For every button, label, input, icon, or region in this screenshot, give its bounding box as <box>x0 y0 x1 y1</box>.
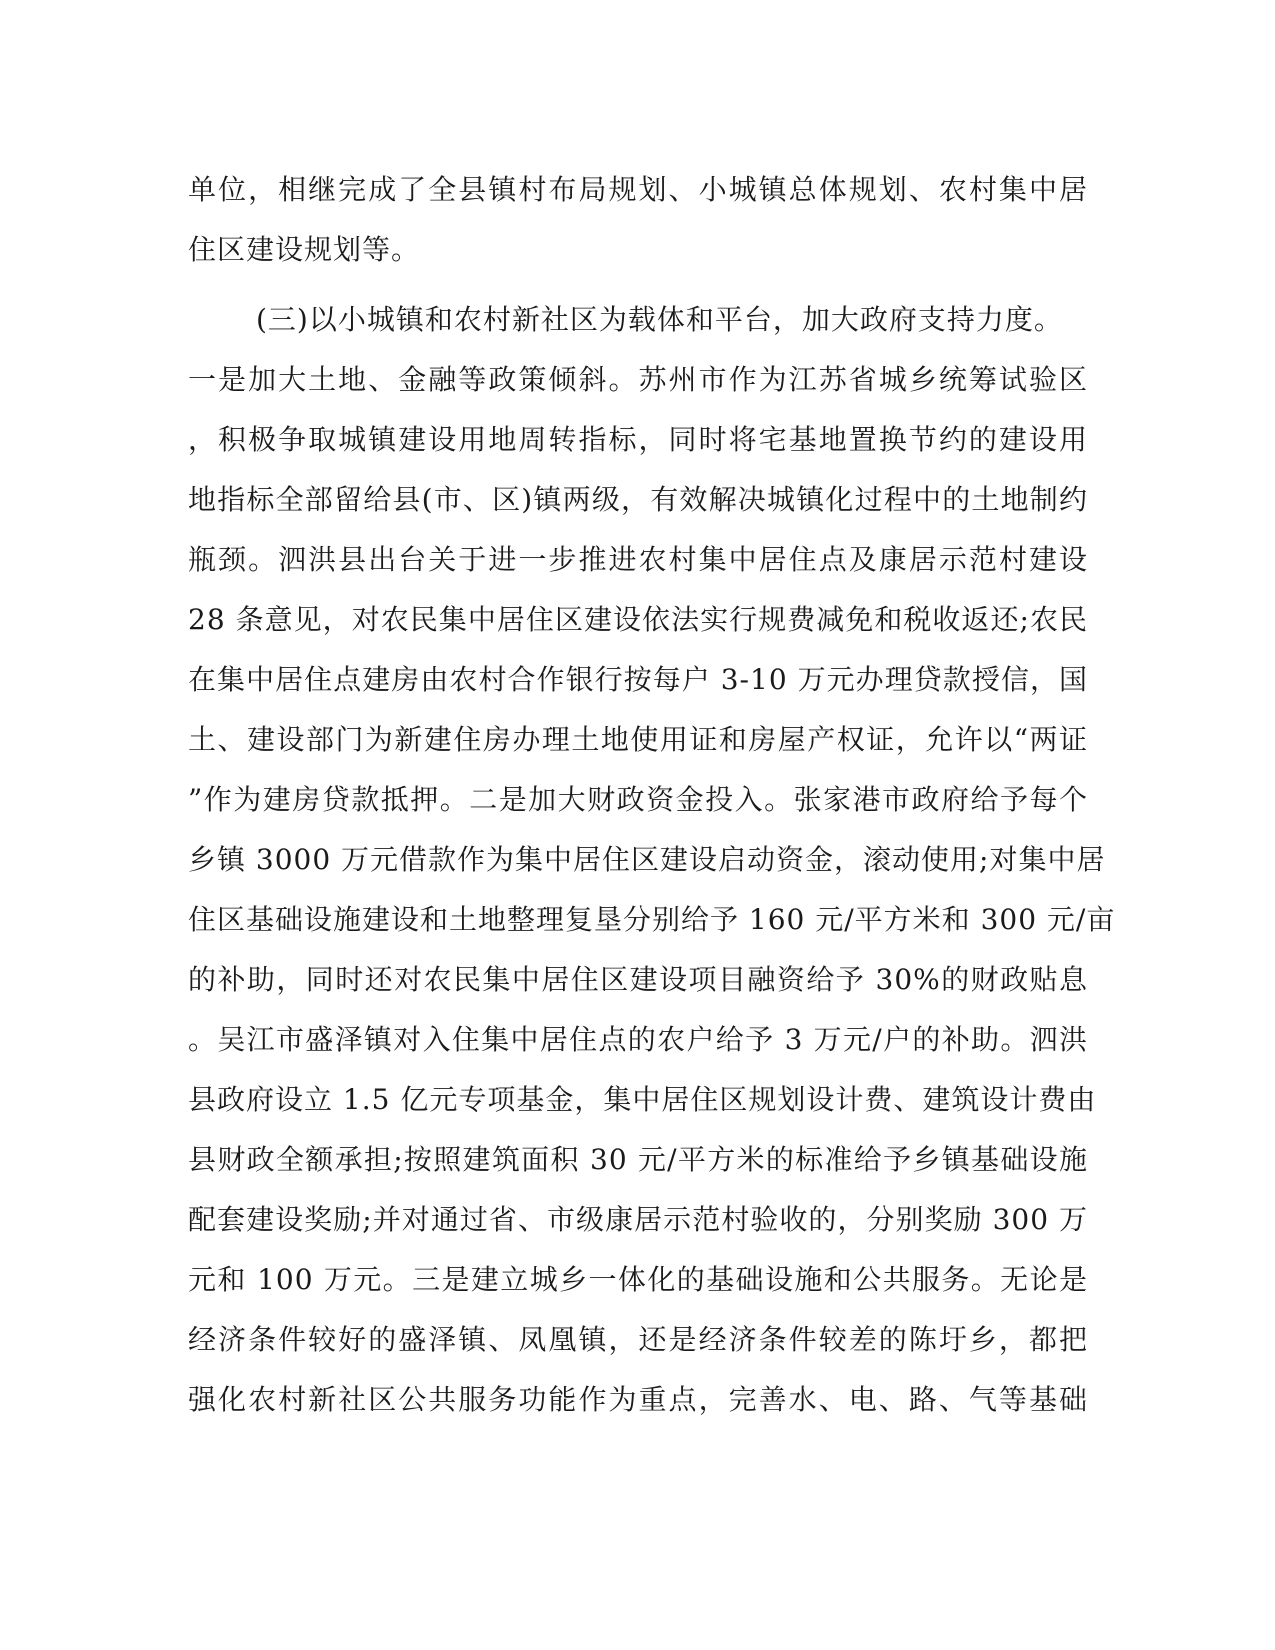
text-line: 元和 100 万元。三是建立城乡一体化的基础设施和公共服务。无论是 <box>188 1263 1088 1296</box>
text-line: 经济条件较好的盛泽镇、凤凰镇，还是经济条件较差的陈圩乡，都把 <box>188 1323 1088 1356</box>
text-line: 一是加大土地、金融等政策倾斜。苏州市作为江苏省城乡统筹试验区 <box>188 363 1088 396</box>
text-line: 的补助，同时还对农民集中居住区建设项目融资给予 30%的财政贴息 <box>188 963 1088 996</box>
text-line: 28 条意见，对农民集中居住区建设依法实行规费减免和税收返还;农民 <box>188 603 1088 636</box>
text-line: 住区基础设施建设和土地整理复垦分别给予 160 元/平方米和 300 元/亩 <box>188 903 1116 936</box>
paragraph-gap <box>188 280 1088 290</box>
body-text <box>188 160 1116 1430</box>
text-line: 强化农村新社区公共服务功能作为重点，完善水、电、路、气等基础 <box>188 1383 1088 1416</box>
text-line: 县财政全额承担;按照建筑面积 30 元/平方米的标准给予乡镇基础设施 <box>188 1143 1088 1176</box>
text-line: 。吴江市盛泽镇对入住集中居住点的农户给予 3 万元/户的补助。泗洪 <box>188 1023 1088 1056</box>
text-line: ”作为建房贷款抵押。二是加大财政资金投入。张家港市政府给予每个 <box>188 783 1088 816</box>
text-line: 住区建设规划等。 <box>188 233 421 266</box>
text-line: 乡镇 3000 万元借款作为集中居住区建设启动资金，滚动使用;对集中居 <box>188 843 1106 876</box>
text-line: 在集中居住点建房由农村合作银行按每户 3-10 万元办理贷款授信，国 <box>188 663 1088 696</box>
text-line: ，积极争取城镇建设用地周转指标，同时将宅基地置换节约的建设用 <box>188 423 1088 456</box>
text-line: 瓶颈。泗洪县出台关于进一步推进农村集中居住点及康居示范村建设 <box>188 543 1088 576</box>
section-heading-line: (三)以小城镇和农村新社区为载体和平台，加大政府支持力度。 <box>256 303 1063 336</box>
text-line: 配套建设奖励;并对通过省、市级康居示范村验收的，分别奖励 300 万 <box>188 1203 1088 1236</box>
text-line: 地指标全部留给县(市、区)镇两级，有效解决城镇化过程中的土地制约 <box>188 483 1088 516</box>
text-line: 县政府设立 1.5 亿元专项基金，集中居住区规划设计费、建筑设计费由 <box>188 1083 1097 1116</box>
text-line: 单位，相继完成了全县镇村布局规划、小城镇总体规划、农村集中居 <box>188 173 1088 206</box>
text-line: 土、建设部门为新建住房办理土地使用证和房屋产权证，允许以“两证 <box>188 723 1088 756</box>
